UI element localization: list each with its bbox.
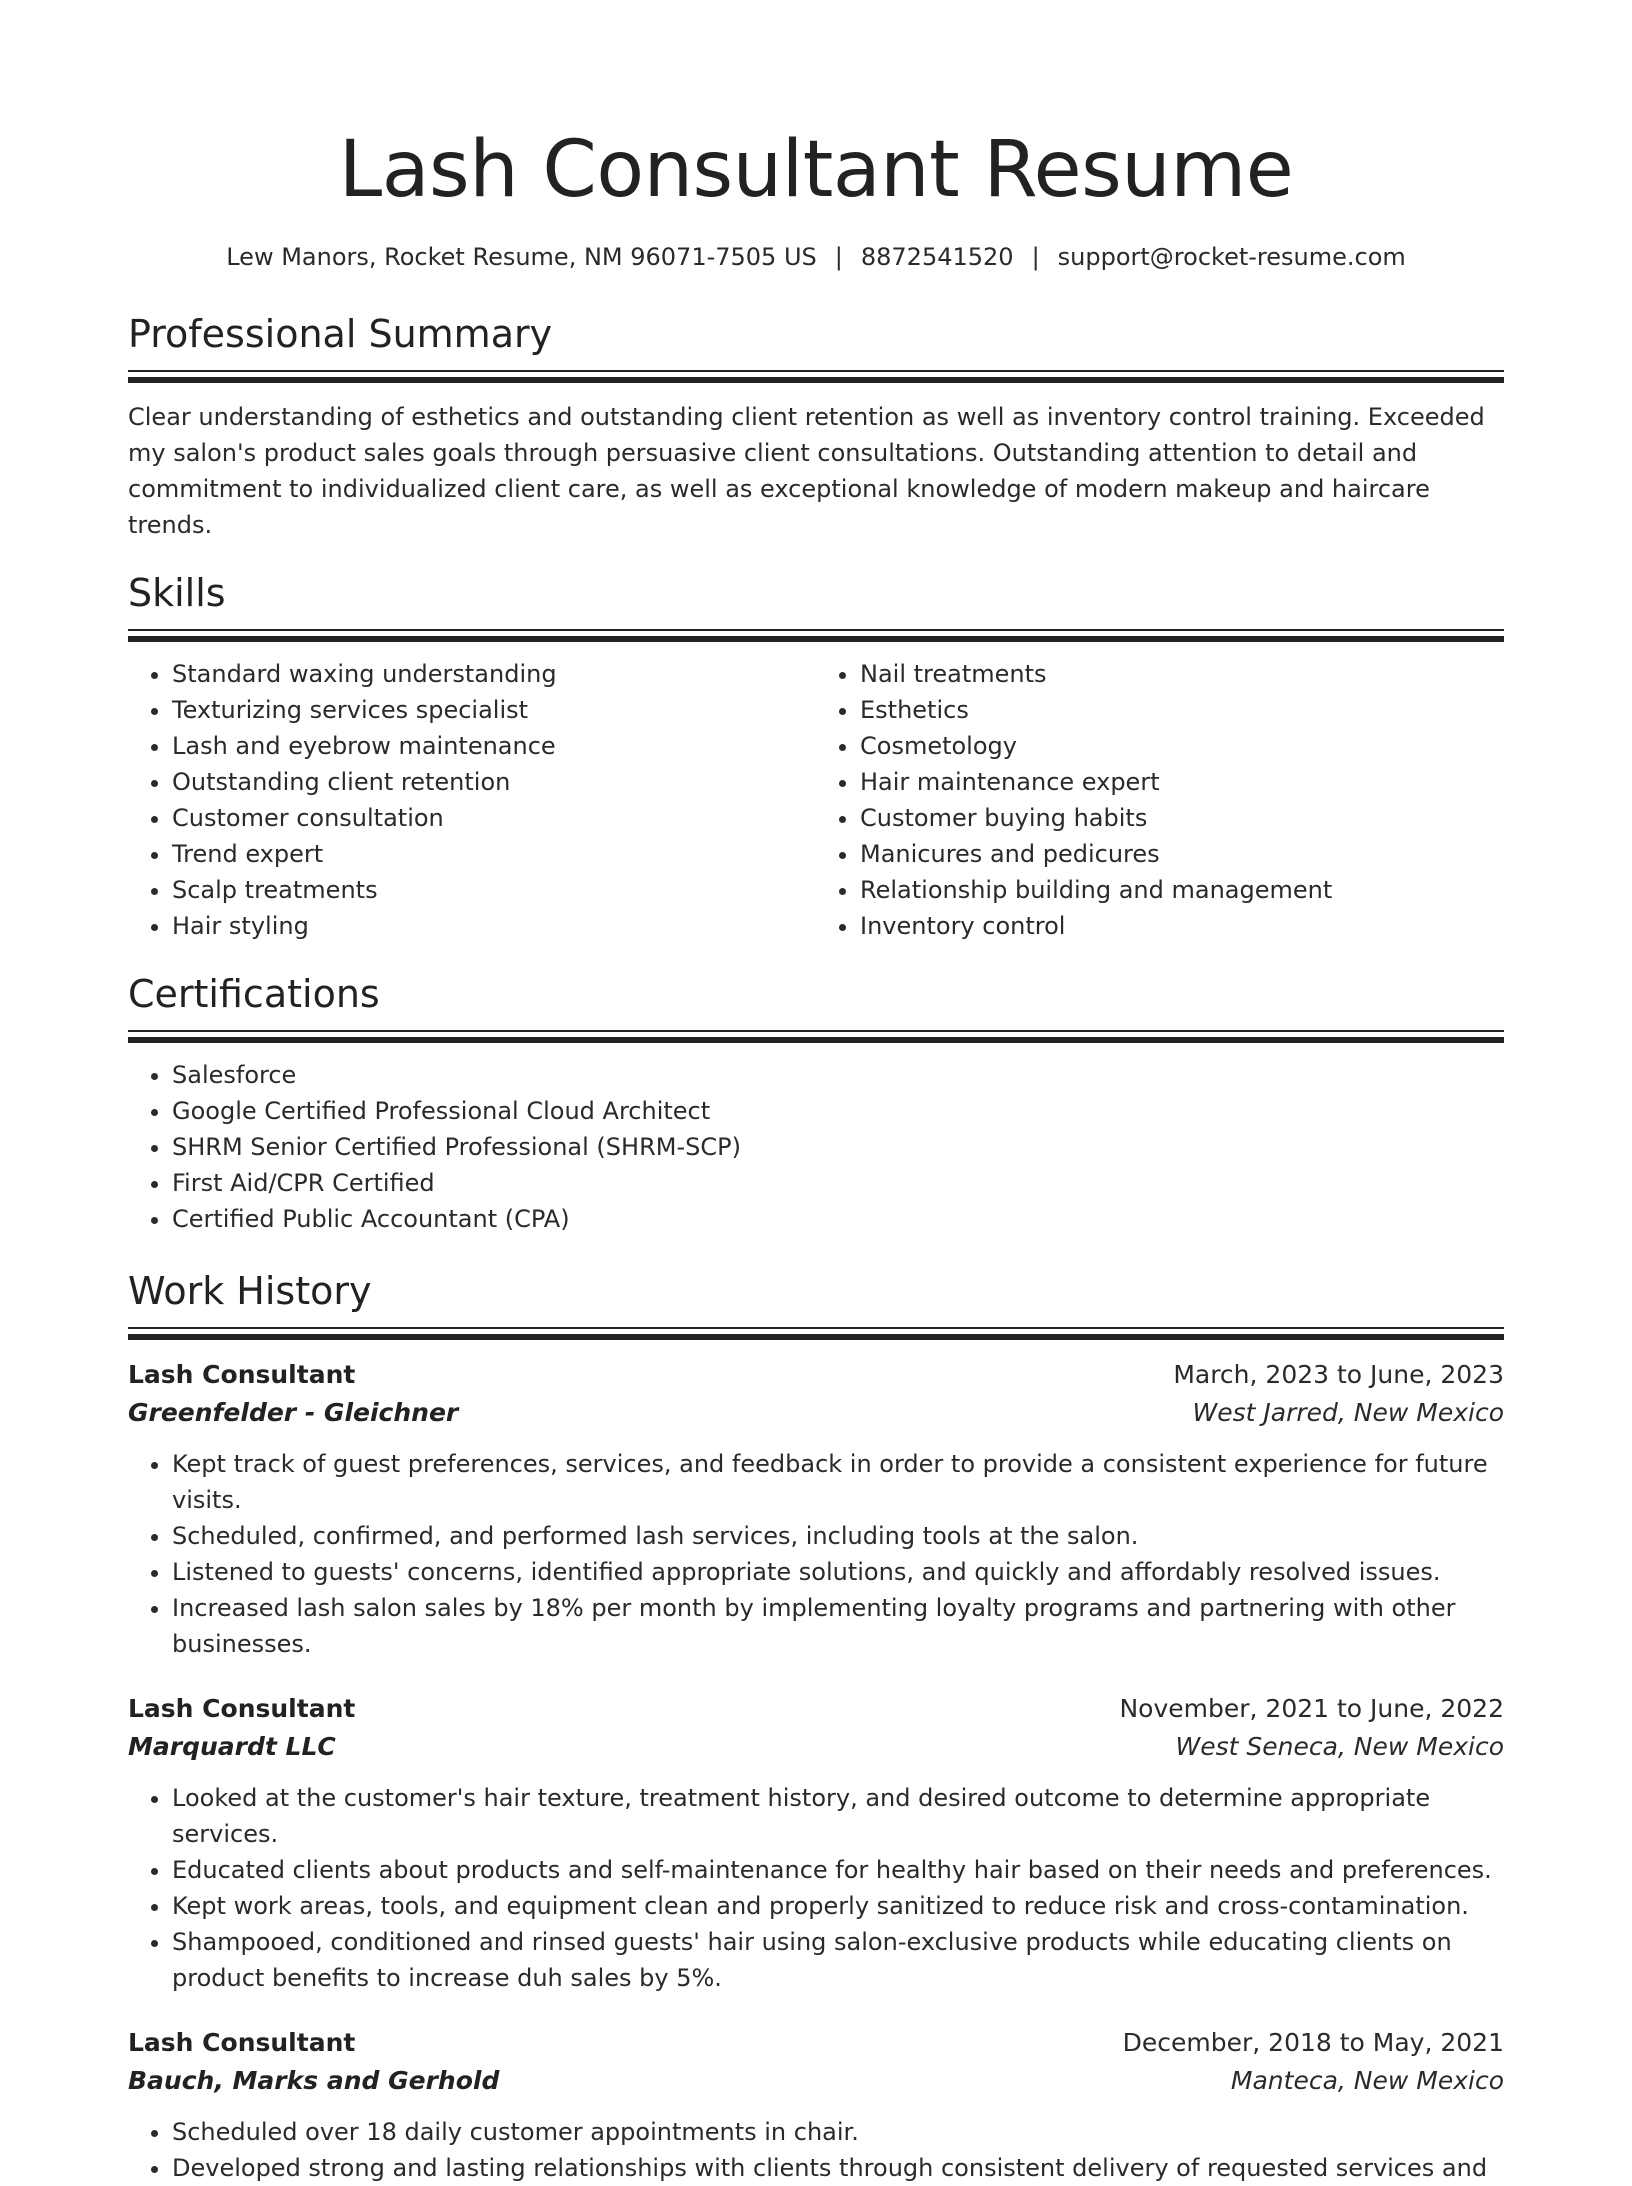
- resume-title: Lash Consultant Resume: [338, 125, 1294, 215]
- job-bullet: • Shampooed, conditioned and rinsed guests' hair using salon-exclusive products while educating clients on product benefits to increase duh sales by 5%.: [172, 1924, 1504, 1996]
- certification-item: • Certified Public Accountant (CPA): [172, 1201, 1504, 1237]
- job-location: West Seneca, New Mexico: [1175, 1732, 1504, 1761]
- job-subheader: [128, 2062, 1504, 2100]
- job-title: Lash Consultant: [128, 1360, 356, 1389]
- skill-item: • Scalp treatments: [172, 872, 816, 908]
- job-company: Marquardt LLC: [128, 1732, 336, 1761]
- section-divider: [128, 629, 1504, 642]
- job-bullet: • Educated clients about products and self-maintenance for healthy hair based on their needs and preferences.: [172, 1852, 1504, 1888]
- summary-section: [128, 310, 1504, 543]
- skills-heading: Skills: [128, 571, 226, 615]
- skill-item: • Relationship building and management: [860, 872, 1504, 908]
- skill-item: • Standard waxing understanding: [172, 656, 816, 692]
- skill-item: • Cosmetology: [860, 728, 1504, 764]
- work-history-section: [128, 1267, 1504, 2186]
- skills-grid: [128, 656, 1504, 944]
- certifications-list: [128, 1057, 1504, 1237]
- resume-page: [128, 0, 1504, 2186]
- job-bullets: [128, 1446, 1504, 1662]
- contact-separator: |: [1031, 243, 1040, 271]
- job-dates: November, 2021 to June, 2022: [1119, 1694, 1504, 1723]
- job-bullet: • Developed strong and lasting relationships with clients through consistent delivery of requested services and: [172, 2150, 1504, 2186]
- section-divider: [128, 1327, 1504, 1340]
- job-bullet: • Listened to guests' concerns, identified appropriate solutions, and quickly and affordably resolved issues.: [172, 1554, 1504, 1590]
- section-divider: [128, 370, 1504, 383]
- job-title: Lash Consultant: [128, 1694, 356, 1723]
- summary-text: Clear understanding of esthetics and outstanding client retention as well as inventory control training. Exceeded my salon's product sales goals through persuasive client consultations. Outstanding attention to detail and commitment to individualized client care, as well as exceptional knowledge of modern makeup and haircare trends.: [128, 403, 1485, 539]
- job-subheader: [128, 1394, 1504, 1432]
- skills-section: [128, 569, 1504, 944]
- skill-item: • Lash and eyebrow maintenance: [172, 728, 816, 764]
- contact-email: support@rocket-resume.com: [1057, 243, 1406, 271]
- job-company: Bauch, Marks and Gerhold: [128, 2066, 500, 2095]
- skill-item: • Esthetics: [860, 692, 1504, 728]
- job-entry: [128, 2024, 1504, 2186]
- job-location: West Jarred, New Mexico: [1192, 1398, 1504, 1427]
- certification-item: • SHRM Senior Certified Professional (SHRM-SCP): [172, 1129, 1504, 1165]
- skills-list-left: [128, 656, 816, 944]
- contact-line: [128, 240, 1504, 274]
- skill-item: • Outstanding client retention: [172, 764, 816, 800]
- job-bullet: • Kept work areas, tools, and equipment clean and properly sanitized to reduce risk and cross-contamination.: [172, 1888, 1504, 1924]
- certification-item: • First Aid/CPR Certified: [172, 1165, 1504, 1201]
- skill-item: • Hair styling: [172, 908, 816, 944]
- skill-item: • Trend expert: [172, 836, 816, 872]
- contact-phone: 8872541520: [860, 243, 1014, 271]
- work-history-heading: Work History: [128, 1269, 372, 1313]
- job-bullet: • Scheduled, confirmed, and performed lash services, including tools at the salon.: [172, 1518, 1504, 1554]
- section-divider: [128, 1030, 1504, 1043]
- job-bullet: • Looked at the customer's hair texture, treatment history, and desired outcome to determine appropriate services.: [172, 1780, 1504, 1852]
- job-entry: [128, 1356, 1504, 1662]
- skill-item: • Customer buying habits: [860, 800, 1504, 836]
- skill-item: • Inventory control: [860, 908, 1504, 944]
- skill-item: • Manicures and pedicures: [860, 836, 1504, 872]
- job-entry: [128, 1690, 1504, 1996]
- certifications-heading: Certifications: [128, 972, 380, 1016]
- skill-item: • Texturizing services specialist: [172, 692, 816, 728]
- job-bullets: [128, 1780, 1504, 1996]
- job-bullet: • Increased lash salon sales by 18% per month by implementing loyalty programs and partnering with other businesses.: [172, 1590, 1504, 1662]
- job-header: [128, 1690, 1504, 1728]
- contact-separator: |: [834, 243, 843, 271]
- skill-item: • Customer consultation: [172, 800, 816, 836]
- job-dates: March, 2023 to June, 2023: [1173, 1360, 1504, 1389]
- skills-list-right: [816, 656, 1504, 944]
- job-location: Manteca, New Mexico: [1230, 2066, 1504, 2095]
- job-header: [128, 1356, 1504, 1394]
- job-company: Greenfelder - Gleichner: [128, 1398, 459, 1427]
- job-bullets: [128, 2114, 1504, 2186]
- skill-item: • Nail treatments: [860, 656, 1504, 692]
- job-bullet: • Scheduled over 18 daily customer appointments in chair.: [172, 2114, 1504, 2150]
- job-title: Lash Consultant: [128, 2028, 356, 2057]
- certification-item: • Salesforce: [172, 1057, 1504, 1093]
- job-dates: December, 2018 to May, 2021: [1122, 2028, 1504, 2057]
- skill-item: • Hair maintenance expert: [860, 764, 1504, 800]
- job-bullet: • Kept track of guest preferences, services, and feedback in order to provide a consistent experience for future visits.: [172, 1446, 1504, 1518]
- summary-heading: Professional Summary: [128, 312, 553, 356]
- job-header: [128, 2024, 1504, 2062]
- job-subheader: [128, 1728, 1504, 1766]
- contact-address: Lew Manors, Rocket Resume, NM 96071-7505 US: [226, 243, 817, 271]
- certifications-section: [128, 970, 1504, 1237]
- certification-item: • Google Certified Professional Cloud Architect: [172, 1093, 1504, 1129]
